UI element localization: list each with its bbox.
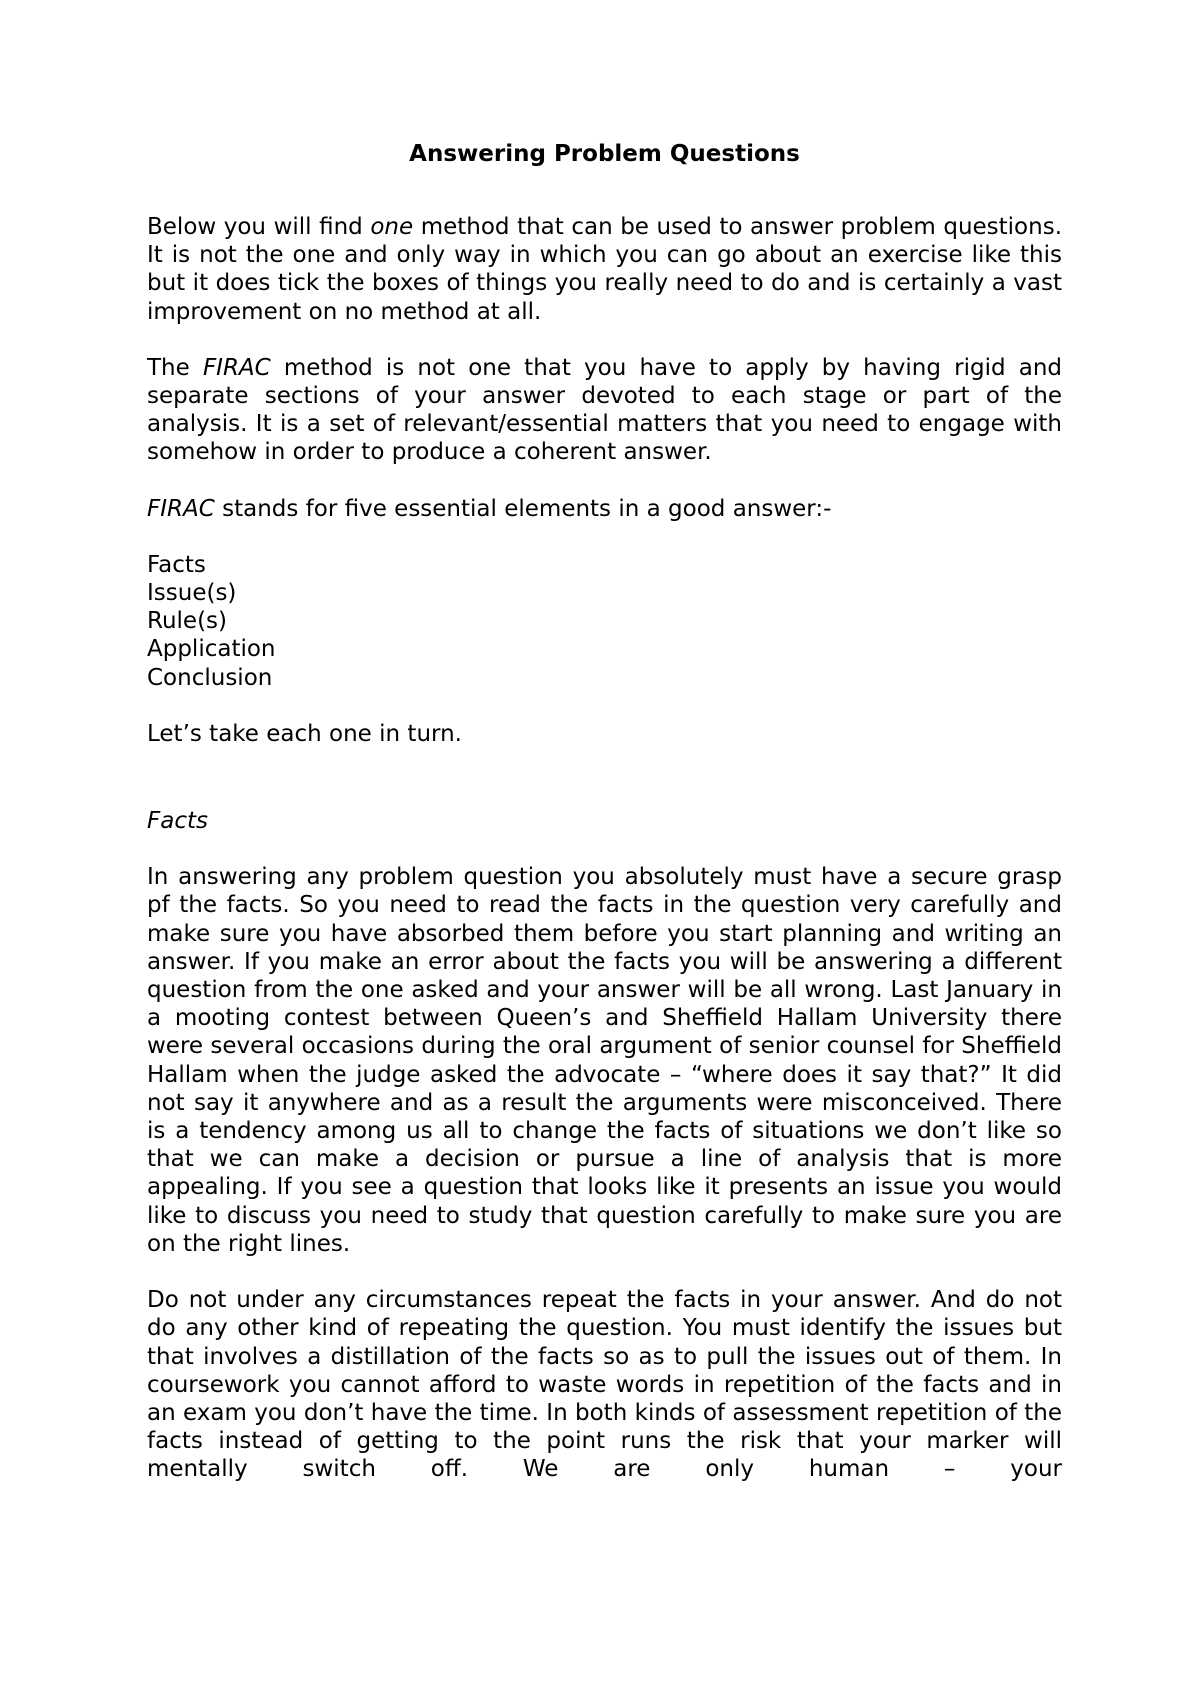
list-item: Rule(s)	[147, 608, 227, 635]
intro-p2-emphasis: FIRAC	[202, 354, 271, 381]
facts-paragraph-2: Do not under any circumstances repeat the facts in your answer. And do not do any other kind of repeating the question. You must identify the issues but that involves a distillation of the facts so as to pull the issues out of them. In coursework you cannot afford to waste words in repetition of the facts and in an exam you don’t have the time. In both kinds of assessment repetition of the facts instead of getting to the point runs the risk that your marker will mentally switch off. We are only human – your	[147, 1287, 1062, 1483]
list-item: Application	[147, 636, 276, 663]
facts-heading: Facts	[147, 808, 208, 835]
intro-p1-text-b: method that can be used to answer problem questions. It is not the one and only way in which you can go about an exercise like this but it does tick the boxes of things you really need to do and is certainly a vast improvement on no method at all.	[147, 214, 1062, 325]
list-item: Issue(s)	[147, 580, 237, 607]
document-title: Answering Problem Questions	[409, 141, 800, 167]
intro-p1-text-a: Below you will find	[147, 214, 371, 240]
document-page	[147, 140, 1062, 1484]
list-item: Conclusion	[147, 664, 273, 691]
intro-p3-text-b: stands for five essential elements in a good answer:-	[214, 495, 832, 522]
intro-p2-text-b: method is not one that you have to apply by having rigid and separate sections of your answer devoted to each stage or part of the analysis. It is a set of relevant/essential matters that you need to engage with somehow in order to produce a coherent answer.	[147, 354, 1062, 466]
facts-paragraph-1: In answering any problem question you absolutely must have a secure grasp pf the facts. So you need to read the facts in the question very carefully and make sure you have absorbed them before you start planning and writing an answer. If you make an error about the facts you will be answering a different question from the one asked and your answer will be all wrong. Last January in a mooting contest between Queen’s and Sheffield Hallam University there were several occasions during the oral argument of senior counsel for Sheffield Hallam when the judge asked the advocate – “where does it say that?” It did not say it anywhere and as a result the arguments were misconceived. There is a tendency among us all to change the facts of situations we don’t like so that we can make a decision or pursue a line of analysis that is more appealing. If you see a question that looks like it presents an issue you would like to discuss you need to study that question carefully to make sure you are on the right lines.	[147, 864, 1062, 1257]
firac-elements-list	[147, 551, 1062, 692]
intro-p2-text-a: The	[147, 354, 203, 381]
list-item: Facts	[147, 551, 206, 578]
intro-p1-emphasis: one	[370, 214, 414, 240]
intro-p3-emphasis: FIRAC	[147, 495, 215, 522]
intro-paragraph-1	[147, 213, 1062, 326]
intro-paragraph-2	[147, 354, 1062, 467]
intro-paragraph-3	[147, 495, 1062, 523]
turn-paragraph: Let’s take each one in turn.	[147, 720, 462, 747]
